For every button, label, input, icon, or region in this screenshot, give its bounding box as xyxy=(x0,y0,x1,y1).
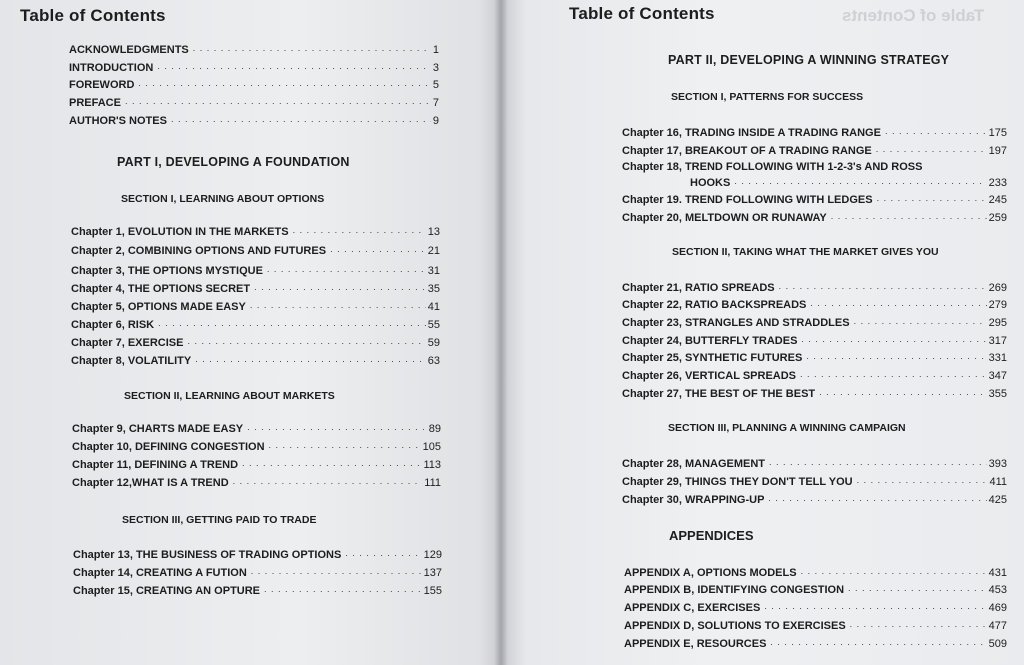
toc-entry-page: 7 xyxy=(432,97,439,109)
leader-dots xyxy=(193,42,431,55)
toc-entry[interactable] xyxy=(71,243,440,258)
toc-entry-page: 35 xyxy=(427,283,440,295)
toc-entry[interactable] xyxy=(624,600,1007,615)
toc-entry[interactable] xyxy=(622,474,1007,489)
toc-entry-page: 245 xyxy=(988,194,1007,206)
section-heading: SECTION II, TAKING WHAT THE MARKET GIVES YOU xyxy=(672,246,939,258)
toc-entry[interactable] xyxy=(622,210,1007,225)
toc-entry-label: Chapter 15, CREATING AN OPTURE xyxy=(73,585,261,597)
toc-entry[interactable] xyxy=(622,350,1007,365)
leader-dots xyxy=(831,210,987,223)
leader-dots xyxy=(330,243,426,256)
toc-entry-label: INTRODUCTION xyxy=(69,62,154,74)
toc-entry[interactable] xyxy=(622,125,1007,140)
toc-entry-label: Chapter 25, SYNTHETIC FUTURES xyxy=(622,352,803,364)
leader-dots xyxy=(125,95,431,108)
leader-dots xyxy=(734,175,986,188)
right-page-title: Table of Contents xyxy=(569,4,715,23)
leader-dots xyxy=(854,315,987,328)
leader-dots xyxy=(885,125,987,138)
toc-entry-page: 453 xyxy=(988,584,1007,596)
toc-entry-label: Chapter 11, DEFINING A TREND xyxy=(72,459,239,471)
toc-entry[interactable] xyxy=(71,335,440,350)
toc-entry[interactable] xyxy=(71,299,440,314)
toc-entry-line1[interactable]: Chapter 18, TREND FOLLOWING WITH 1-2-3's AND ROSS xyxy=(622,161,923,173)
toc-entry[interactable] xyxy=(624,582,1007,597)
toc-entry-page: 279 xyxy=(988,299,1007,311)
toc-entry[interactable] xyxy=(73,547,442,562)
toc-entry-label: Chapter 6, RISK xyxy=(71,319,155,331)
section-heading: SECTION I, PATTERNS FOR SUCCESS xyxy=(671,91,864,103)
leader-dots xyxy=(269,439,421,452)
toc-entry-label: Chapter 5, OPTIONS MADE EASY xyxy=(71,301,246,313)
toc-entry[interactable] xyxy=(624,618,1007,633)
toc-entry-label: Chapter 4, THE OPTIONS SECRET xyxy=(71,283,251,295)
toc-entry-label: Chapter 29, THINGS THEY DON'T TELL YOU xyxy=(622,476,853,488)
toc-entry-page: 1 xyxy=(432,44,439,56)
leader-dots xyxy=(254,281,426,294)
leader-dots xyxy=(158,317,426,330)
toc-entry[interactable] xyxy=(72,475,441,490)
appendices-heading: APPENDICES xyxy=(669,528,754,543)
toc-entry-label: Chapter 7, EXERCISE xyxy=(71,337,184,349)
toc-entry-page: 21 xyxy=(427,245,440,257)
toc-entry-page: 431 xyxy=(988,567,1007,579)
toc-entry[interactable] xyxy=(69,113,439,128)
toc-entry-page: 111 xyxy=(424,477,441,489)
toc-entry-page: 113 xyxy=(423,459,441,471)
section-heading: SECTION III, PLANNING A WINNING CAMPAIGN xyxy=(668,422,906,434)
toc-entry-label: Chapter 28, MANAGEMENT xyxy=(622,458,766,470)
toc-entry[interactable] xyxy=(622,368,1007,383)
toc-entry-label: Chapter 14, CREATING A FUTION xyxy=(73,567,247,579)
part-heading: PART II, DEVELOPING A WINNING STRATEGY xyxy=(668,53,950,67)
toc-entry-page: 233 xyxy=(988,177,1007,189)
toc-entry[interactable] xyxy=(72,421,441,436)
toc-entry[interactable] xyxy=(71,263,440,278)
toc-entry-label: Chapter 1, EVOLUTION IN THE MARKETS xyxy=(71,226,289,238)
leader-dots xyxy=(801,333,986,346)
book-gutter xyxy=(494,0,508,665)
toc-entry[interactable] xyxy=(622,456,1007,471)
toc-entry-page: 331 xyxy=(988,352,1007,364)
toc-entry-label: Chapter 23, STRANGLES AND STRADDLES xyxy=(622,317,850,329)
leader-dots xyxy=(800,368,987,381)
toc-entry-label: Chapter 21, RATIO SPREADS xyxy=(622,282,775,294)
toc-entry[interactable] xyxy=(690,175,1007,190)
toc-entry-label: APPENDIX B, IDENTIFYING CONGESTION xyxy=(624,584,845,596)
toc-entry-label: Chapter 9, CHARTS MADE EASY xyxy=(72,423,244,435)
toc-entry[interactable] xyxy=(622,192,1007,207)
toc-entry-page: 63 xyxy=(427,355,440,367)
leader-dots xyxy=(187,335,425,348)
toc-entry[interactable] xyxy=(72,457,441,472)
toc-entry[interactable] xyxy=(622,280,1007,295)
toc-entry-page: 105 xyxy=(422,441,441,453)
toc-entry-page: 477 xyxy=(988,620,1007,632)
leader-dots xyxy=(850,618,987,631)
leader-dots xyxy=(764,600,986,613)
toc-entry-page: 155 xyxy=(423,585,442,597)
toc-entry[interactable] xyxy=(69,42,439,57)
toc-entry[interactable] xyxy=(72,439,441,454)
toc-entry-label: APPENDIX D, SOLUTIONS TO EXERCISES xyxy=(624,620,846,632)
toc-entry[interactable] xyxy=(71,224,440,239)
toc-entry-page: 259 xyxy=(988,212,1007,224)
toc-entry-label: Chapter 3, THE OPTIONS MYSTIQUE xyxy=(71,265,263,277)
toc-entry-label: Chapter 16, TRADING INSIDE A TRADING RANGE xyxy=(622,127,881,139)
toc-entry-page: 425 xyxy=(988,494,1007,506)
toc-entry-label: Chapter 13, THE BUSINESS OF TRADING OPTIONS xyxy=(73,549,342,561)
toc-entry[interactable] xyxy=(73,565,442,580)
leader-dots xyxy=(768,492,986,505)
leader-dots xyxy=(171,113,431,126)
leader-dots xyxy=(233,475,423,488)
leader-dots xyxy=(293,224,426,237)
toc-entry-label: Chapter 22, RATIO BACKSPREADS xyxy=(622,299,807,311)
toc-entry-page: 355 xyxy=(988,388,1007,400)
leader-dots xyxy=(138,77,430,90)
toc-entry-page: 41 xyxy=(427,301,440,313)
toc-entry[interactable] xyxy=(69,95,439,110)
toc-entry-page: 175 xyxy=(988,127,1007,139)
toc-entry[interactable] xyxy=(71,353,440,368)
leader-dots xyxy=(877,192,987,205)
toc-entry-label: Chapter 17, BREAKOUT OF A TRADING RANGE xyxy=(622,145,872,157)
toc-entry-label: Chapter 8, VOLATILITY xyxy=(71,355,192,367)
toc-entry-page: 393 xyxy=(988,458,1007,470)
toc-entry-page: 469 xyxy=(988,602,1007,614)
toc-entry[interactable] xyxy=(622,297,1007,312)
leader-dots xyxy=(876,143,987,156)
toc-entry-label: APPENDIX A, OPTIONS MODELS xyxy=(624,567,797,579)
leader-dots xyxy=(264,583,422,596)
toc-entry-page: 269 xyxy=(988,282,1007,294)
toc-entry[interactable] xyxy=(622,315,1007,330)
toc-entry[interactable] xyxy=(622,492,1007,507)
toc-entry[interactable] xyxy=(73,583,442,598)
toc-entry-page: 411 xyxy=(989,476,1007,488)
toc-entry-label: Chapter 27, THE BEST OF THE BEST xyxy=(622,388,816,400)
toc-entry[interactable] xyxy=(69,77,439,92)
toc-entry-page: 31 xyxy=(427,265,440,277)
toc-entry-page: 3 xyxy=(432,62,439,74)
toc-entry-label: PREFACE xyxy=(69,97,121,109)
leader-dots xyxy=(779,280,987,293)
toc-entry[interactable] xyxy=(622,386,1007,401)
leader-dots xyxy=(770,636,986,649)
leader-dots xyxy=(810,297,986,310)
toc-entry[interactable] xyxy=(71,281,440,296)
toc-entry-label: APPENDIX C, EXERCISES xyxy=(624,602,761,614)
leader-dots xyxy=(195,353,426,366)
section-heading: SECTION III, GETTING PAID TO TRADE xyxy=(122,514,317,526)
part-heading: PART I, DEVELOPING A FOUNDATION xyxy=(117,155,350,169)
leader-dots xyxy=(157,60,431,73)
toc-entry-page: 59 xyxy=(427,337,440,349)
leader-dots xyxy=(242,457,421,470)
toc-entry[interactable] xyxy=(69,60,439,75)
leader-dots xyxy=(247,421,427,434)
section-heading: SECTION I, LEARNING ABOUT OPTIONS xyxy=(121,193,325,205)
toc-entry-page: 295 xyxy=(988,317,1007,329)
toc-entry-page: 197 xyxy=(988,145,1007,157)
toc-entry-page: 129 xyxy=(423,549,442,561)
toc-entry-page: 347 xyxy=(988,370,1007,382)
toc-entry-page: 137 xyxy=(423,567,442,579)
toc-entry-label: Chapter 2, COMBINING OPTIONS AND FUTURES xyxy=(71,245,327,257)
toc-entry-label: Chapter 26, VERTICAL SPREADS xyxy=(622,370,797,382)
toc-entry[interactable] xyxy=(622,143,1007,158)
leader-dots xyxy=(250,299,426,312)
toc-entry-label: Chapter 24, BUTTERFLY TRADES xyxy=(622,335,798,347)
toc-entry-page: 9 xyxy=(432,115,439,127)
toc-entry[interactable] xyxy=(622,333,1007,348)
toc-entry-label: Chapter 12,WHAT IS A TREND xyxy=(72,477,229,489)
leader-dots xyxy=(345,547,421,560)
toc-entry-label: HOOKS xyxy=(690,177,731,189)
toc-entry-label: Chapter 20, MELTDOWN OR RUNAWAY xyxy=(622,212,827,224)
toc-entry-label: ACKNOWLEDGMENTS xyxy=(69,44,189,56)
leader-dots xyxy=(251,565,422,578)
leader-dots xyxy=(857,474,988,487)
toc-entry[interactable] xyxy=(624,565,1007,580)
toc-entry-label: Chapter 19. TREND FOLLOWING WITH LEDGES xyxy=(622,194,873,206)
toc-entry-label: FOREWORD xyxy=(69,79,135,91)
toc-entry[interactable] xyxy=(624,636,1007,651)
toc-entry-page: 13 xyxy=(427,226,440,238)
bleed-through-title: Table of Contents xyxy=(842,6,985,25)
leader-dots xyxy=(819,386,987,399)
left-page-title: Table of Contents xyxy=(20,6,166,25)
section-heading: SECTION II, LEARNING ABOUT MARKETS xyxy=(124,390,335,402)
toc-entry-label: AUTHOR'S NOTES xyxy=(69,115,167,127)
toc-entry-page: 55 xyxy=(427,319,440,331)
toc-entry-page: 509 xyxy=(988,638,1007,650)
toc-entry-label: APPENDIX E, RESOURCES xyxy=(624,638,767,650)
toc-entry[interactable] xyxy=(71,317,440,332)
toc-entry-label: Chapter 10, DEFINING CONGESTION xyxy=(72,441,265,453)
toc-entry-page: 89 xyxy=(428,423,441,435)
leader-dots xyxy=(801,565,987,578)
toc-entry-page: 5 xyxy=(432,79,439,91)
toc-entry-page: 317 xyxy=(988,335,1007,347)
toc-entry-label: Chapter 30, WRAPPING-UP xyxy=(622,494,765,506)
leader-dots xyxy=(848,582,987,595)
leader-dots xyxy=(806,350,986,363)
leader-dots xyxy=(267,263,426,276)
leader-dots xyxy=(769,456,987,469)
